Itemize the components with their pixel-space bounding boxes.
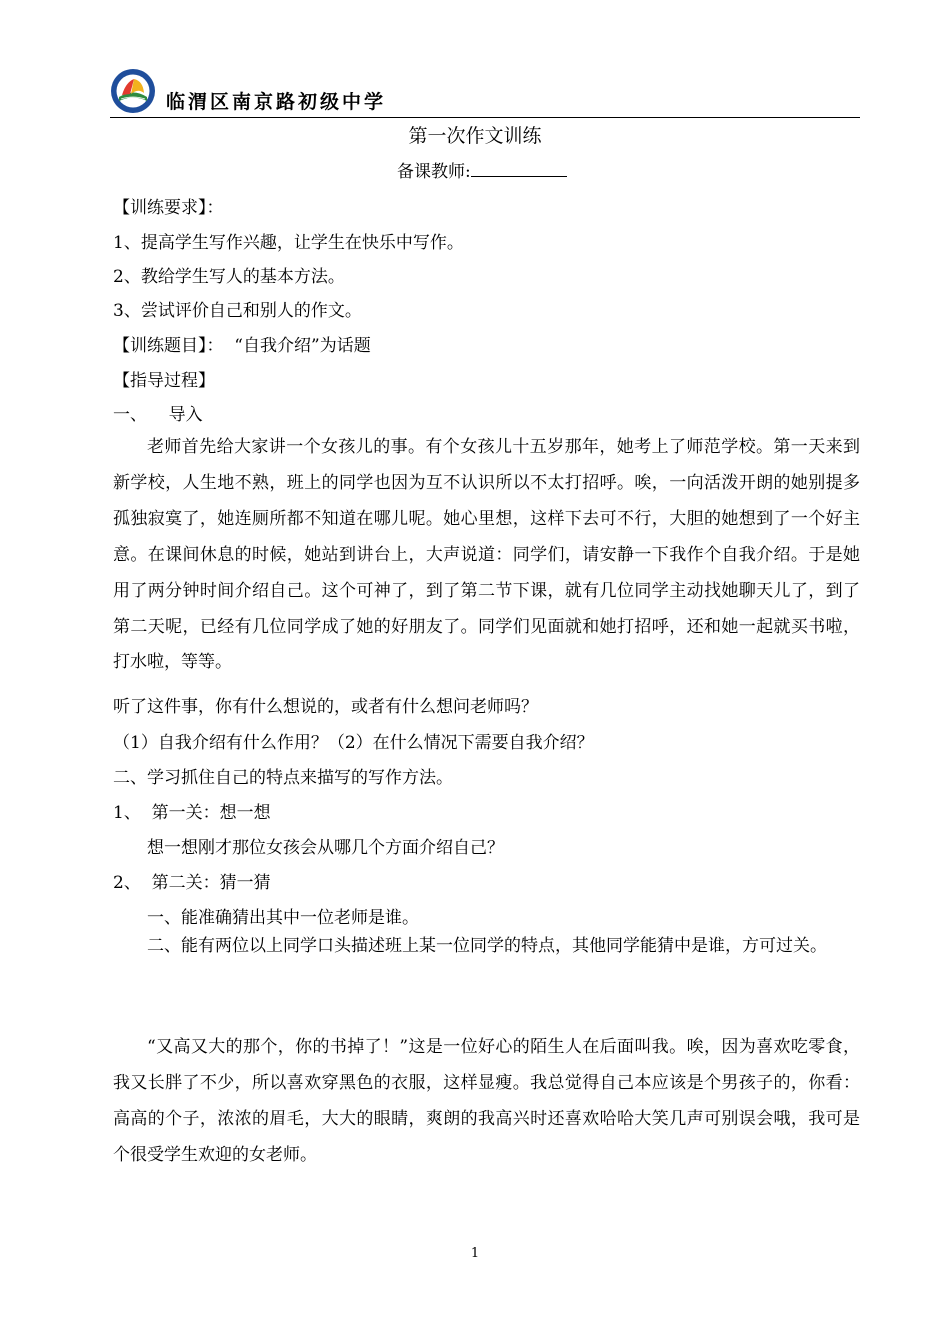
prep-teacher-label: 备课教师: <box>397 162 471 182</box>
process-heading: 【指导过程】 <box>113 371 215 391</box>
prep-teacher-line <box>397 158 567 186</box>
document-title: 第一次作文训练 <box>408 125 542 147</box>
topic-line: 【训练题目】： “自我介绍”为话题 <box>113 336 371 356</box>
level2-item: 一、能准确猜出其中一位老师是谁。 <box>147 908 419 928</box>
level2-heading: 2、 第二关：猜一猜 <box>113 873 271 893</box>
story-paragraph: 老师首先给大家讲一个女孩儿的事。有个女孩儿十五岁那年，她考上了师范学校。第一天来到新学校，人生地不熟，班上的同学也因为互不认识所以不太打招呼。唉，一向活泼开朗的她别提多孤独寂寞了，她连厕所都不知道在哪儿呢。她心里想，这样下去可不行，大胆的她想到了一个好主意。在课间休息的时候，她站到讲台上，大声说道：同学们，请安静一下我作个自我介绍。于是她用了两分钟时间介绍自己。这个可神了，到了第二节下课，就有几位同学主动找她聊天儿了，到了第二天呢，已经有几位同学成了她的好朋友了。同学们见面就和她打招呼，还和她一起就买书啦，打水啦，等等。 <box>113 437 860 673</box>
requirement-item: 1、提高学生写作兴趣，让学生在快乐中写作。 <box>113 233 464 253</box>
requirement-item: 2、教给学生写人的基本方法。 <box>113 267 345 287</box>
header-divider <box>110 117 860 118</box>
school-name: 临渭区南京路初级中学 <box>166 91 387 113</box>
document-header <box>110 68 860 118</box>
page-number: 1 <box>470 1246 480 1261</box>
requirement-item: 3、尝试评价自己和别人的作文。 <box>113 301 362 321</box>
sub-questions: （1）自我介绍有什么作用？（2）在什么情况下需要自我介绍？ <box>113 733 594 753</box>
prep-teacher-blank <box>471 158 567 177</box>
level1-heading: 1、 第一关：想一想 <box>113 803 271 823</box>
example-paragraph: “又高又大的那个，你的书掉了！”这是一位好心的陌生人在后面叫我。唉，因为喜欢吃零食，我又长胖了不少，所以喜欢穿黑色的衣服，这样显瘦。我总觉得自己本应该是个男孩子的，你看：高高的个子，浓浓的眉毛，大大的眼睛，爽朗的我高兴时还喜欢哈哈大笑几声可别误会哦，我可是个很受学生欢迎的女老师。 <box>113 1037 860 1165</box>
requirements-heading: 【训练要求】： <box>113 198 224 218</box>
section2-heading: 二、学习抓住自己的特点来描写的写作方法。 <box>113 768 453 788</box>
level1-text: 想一想刚才那位女孩会从哪几个方面介绍自己？ <box>147 838 504 858</box>
section1-heading: 一、 导入 <box>113 405 203 425</box>
school-logo <box>110 68 156 114</box>
level2-item: 二、能有两位以上同学口头描述班上某一位同学的特点，其他同学能猜中是谁，方可过关。 <box>147 936 827 956</box>
question-line: 听了这件事，你有什么想说的，或者有什么想问老师吗？ <box>113 697 538 717</box>
